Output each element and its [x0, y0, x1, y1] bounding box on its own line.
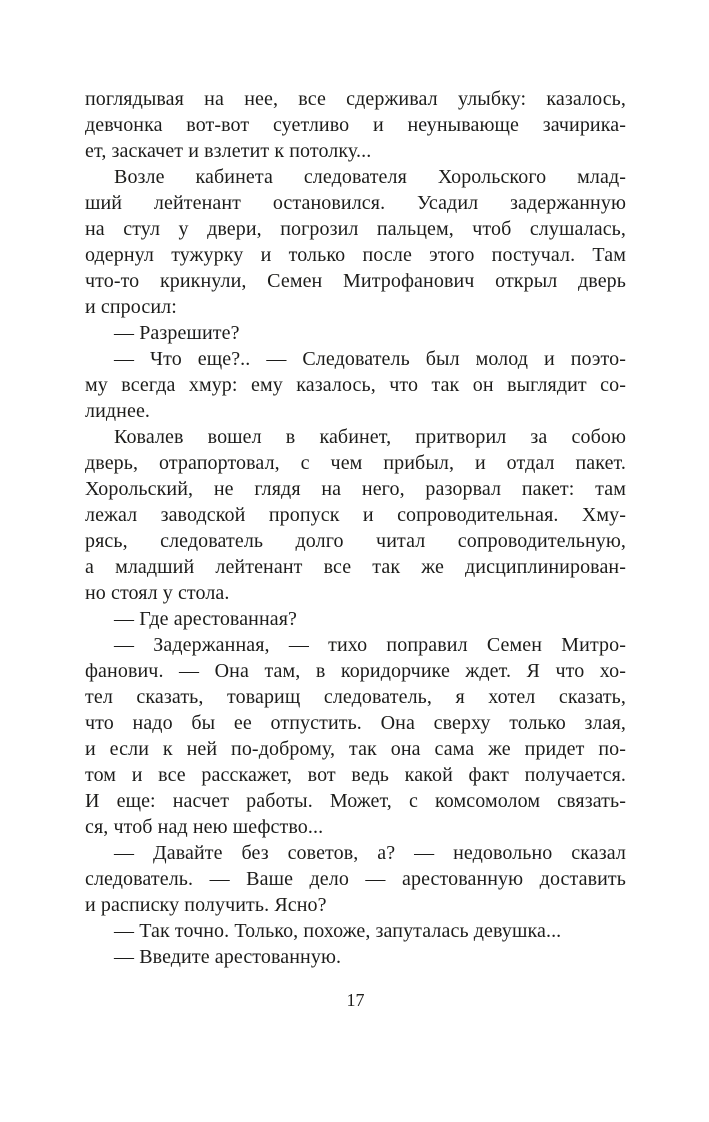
text-line: И еще: насчет работы. Может, с комсомолом связать- [85, 790, 626, 812]
text-line: но стоял у стола. [85, 582, 230, 604]
page-number: 17 [346, 990, 365, 1010]
text-line: лиднее. [85, 400, 151, 422]
text-line: Хорольский, не глядя на него, разорвал пакет: там [85, 478, 626, 500]
body-text [85, 86, 626, 970]
text-line: — Давайте без советов, а? — недовольно сказал [114, 842, 626, 864]
text-line: ший лейтенант остановился. Усадил задержанную [85, 192, 626, 214]
text-line: — Разрешите? [114, 322, 240, 344]
text-line: — Что еще?.. — Следователь был молод и поэто- [114, 348, 626, 370]
text-line: ет, заскачет и взлетит к потолку... [85, 140, 372, 162]
text-line: му всегда хмур: ему казалось, что так он выглядит со- [85, 374, 626, 396]
text-line: — Задержанная, — тихо поправил Семен Митро- [114, 634, 626, 656]
text-line: и расписку получить. Ясно? [85, 894, 327, 916]
text-line: девчонка вот-вот суетливо и неунывающе зачирика- [85, 114, 626, 136]
text-line: следователь. — Ваше дело — арестованную доставить [85, 868, 626, 890]
text-line: фанович. — Она там, в коридорчике ждет. Я что хо- [85, 660, 626, 682]
text-line: том и все расскажет, вот ведь какой факт получается. [85, 764, 626, 786]
text-line: что-то крикнули, Семен Митрофанович открыл дверь [85, 270, 626, 292]
text-line: Возле кабинета следователя Хорольского млад- [114, 166, 626, 188]
text-line: рясь, следователь долго читал сопроводительную, [85, 530, 626, 552]
text-line: и если к ней по-доброму, так она сама же придет по- [85, 738, 626, 760]
text-line: лежал заводской пропуск и сопроводительная. Хму- [85, 504, 626, 526]
text-line: а младший лейтенант все так же дисциплинирован- [85, 556, 626, 578]
text-line: — Введите арестованную. [114, 946, 342, 968]
text-line: одернул тужурку и только после этого постучал. Там [85, 244, 626, 266]
text-line: тел сказать, товарищ следователь, я хотел сказать, [85, 686, 626, 708]
text-line: — Так точно. Только, похоже, запуталась девушка... [114, 920, 562, 942]
text-line: дверь, отрапортовал, с чем прибыл, и отдал пакет. [85, 452, 626, 474]
text-line: на стул у двери, погрозил пальцем, чтоб слушалась, [85, 218, 626, 240]
text-line: и спросил: [85, 296, 177, 318]
text-line: поглядывая на нее, все сдерживал улыбку: казалось, [85, 88, 626, 110]
text-line: — Где арестованная? [114, 608, 298, 630]
text-line: что надо бы ее отпустить. Она сверху только злая, [85, 712, 626, 734]
text-line: Ковалев вошел в кабинет, притворил за собою [114, 426, 626, 448]
text-line: ся, чтоб над нею шефство... [85, 816, 324, 838]
